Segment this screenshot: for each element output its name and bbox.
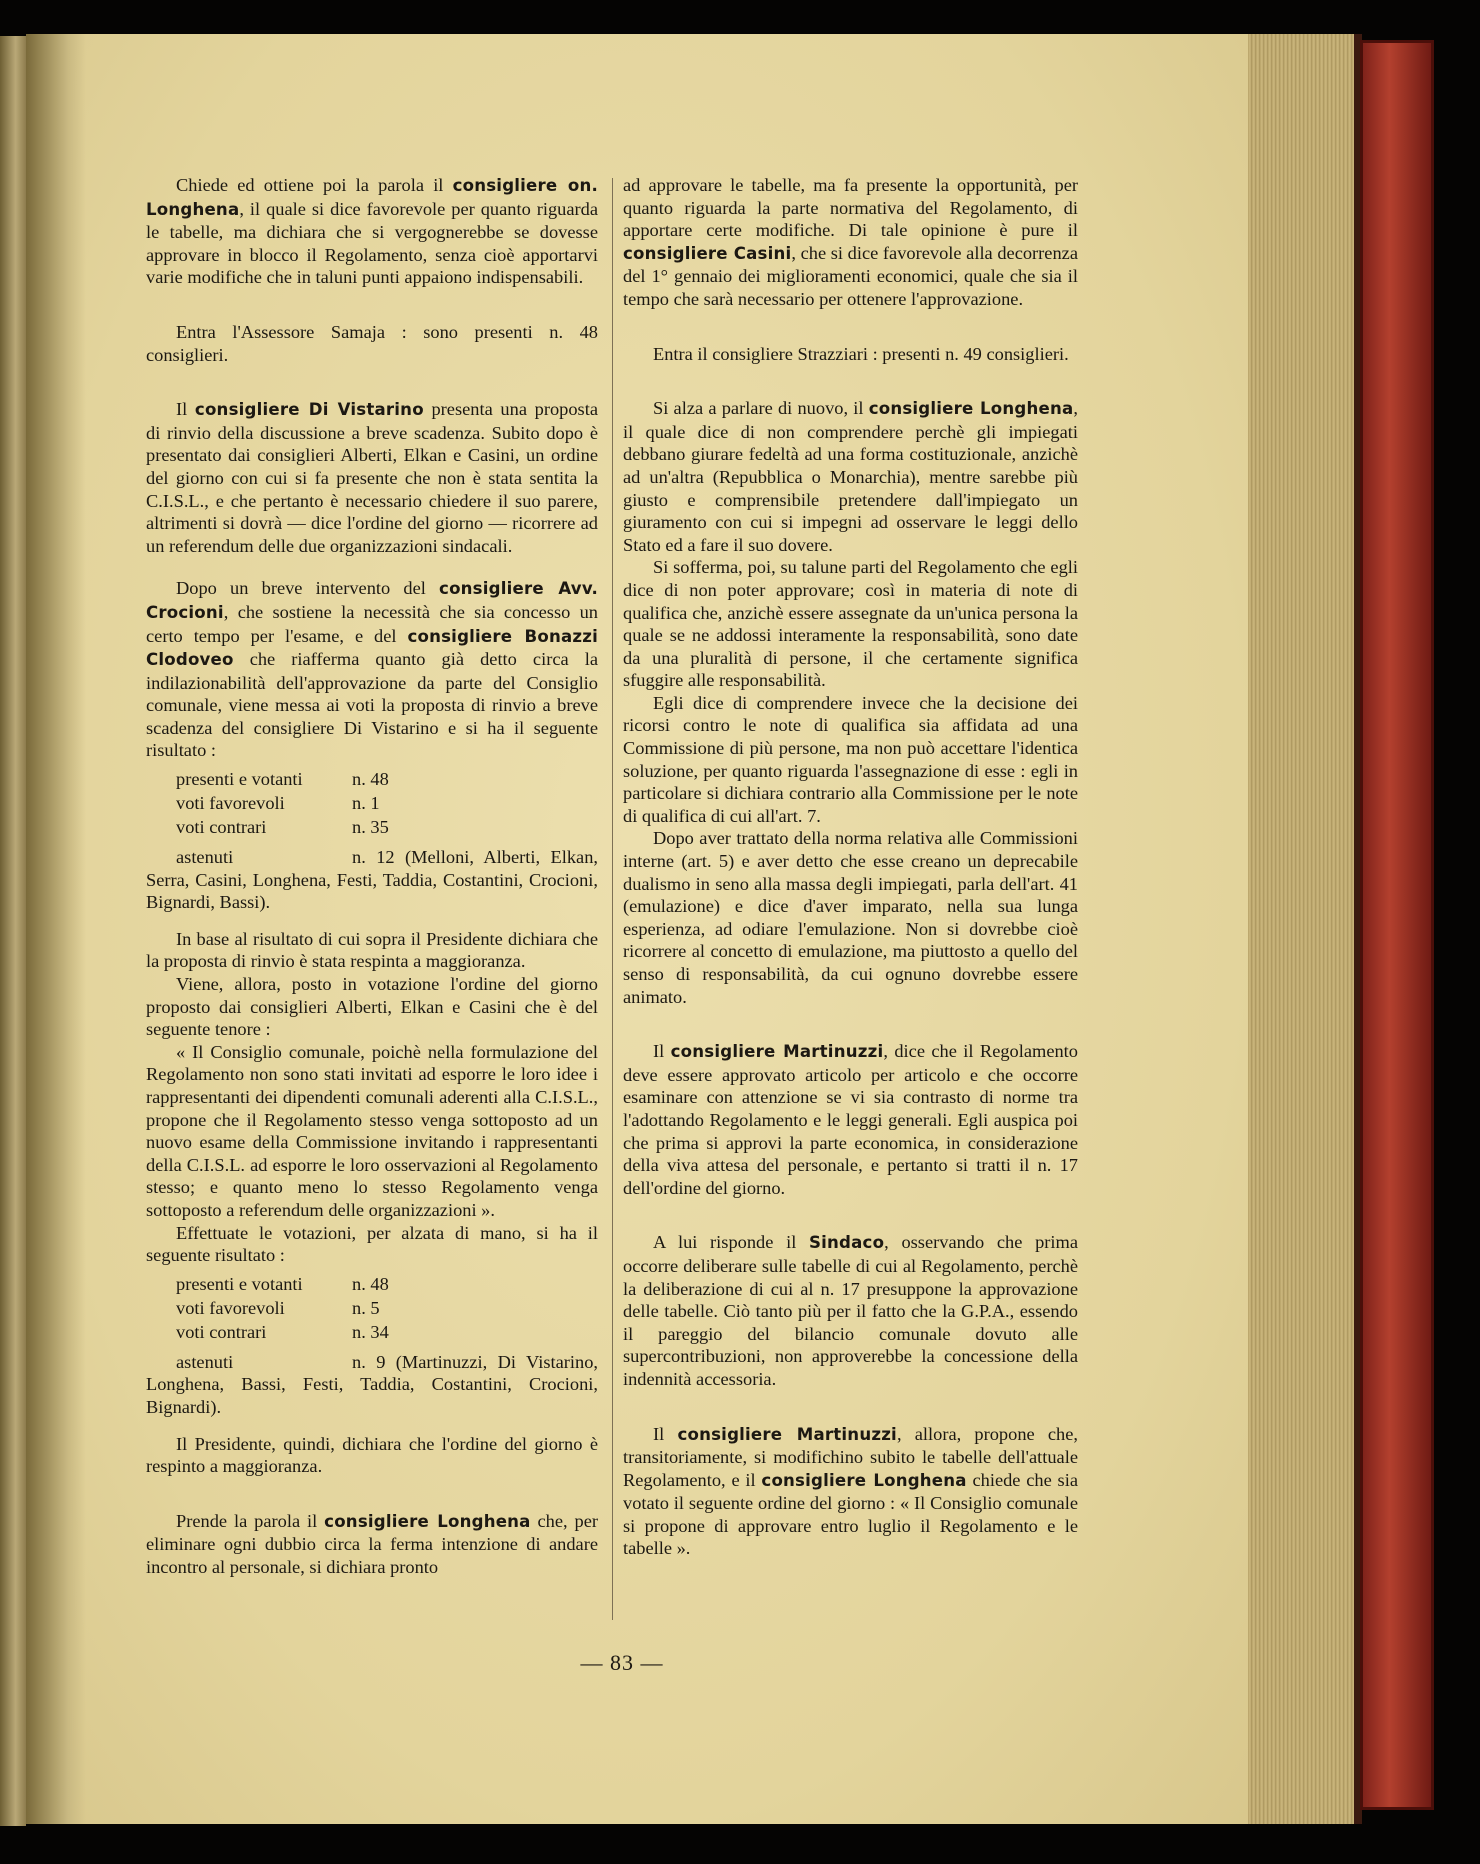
- left-column: [146, 174, 598, 1579]
- paragraph: Effettuate le votazioni, per alzata di mano, si ha il seguente risultato :: [146, 1222, 598, 1266]
- paragraph: Si sofferma, poi, su talune parti del Regolamento che egli dice di non poter approvare; così in materia di note di qualifica che, anzichè essere assegnate da un'unica persona la quale se ne addossi interamente la responsabilità, sono date da una pluralità di persone, il che certamente significa sfuggire alle responsabilità.: [623, 557, 1078, 691]
- paragraph: Il consigliere Martinuzzi, allora, propone che, transitoriamente, si modifichino subito le tabelle dell'attuale Regolamento, e il consigliere Longhena chiede che sia votato il seguente ordine del giorno : « Il Consiglio comunale si propone di approvare entro luglio il Regolamento e le tabelle ».: [623, 1423, 1079, 1559]
- paragraph: In base al risultato di cui sopra il Presidente dichiara che la proposta di rinvio è stata respinta a maggioranza.: [146, 928, 598, 972]
- paragraph: Egli dice di comprendere invece che la decisione dei ricorsi contro le note di qualifica sia affidata ad una Commissione di più persone, ma non può accettare l'identica soluzione, per quanto riguarda l'assegnazione di esse : egli in particolare si dichiara contrario alla Commissione per le note di qualifica di cui all'art. 7.: [623, 692, 1078, 826]
- page-stack-edge: [1248, 34, 1360, 1824]
- paragraph: A lui risponde il Sindaco, osservando che prima occorre deliberare sulle tabelle di cui al Regolamento, perchè la deliberazione di cui al n. 17 presuppone la approvazione delle tabelle. Ciò tanto più per il fatto che la G.P.A., essendo il pareggio del bilancio comunale dovuto alle supercontribuzioni, non approverebbe la concessione della indennità accessoria.: [623, 1232, 1078, 1389]
- vote-row-favor: voti favorevoli n. 5: [176, 1297, 380, 1318]
- vote-row-against: voti contrari n. 34: [176, 1321, 389, 1342]
- paragraph: ad approvare le tabelle, ma fa presente la opportunità, per quanto riguarda la parte normativa del Regolamento, di apportare certe modifiche. Di tale opinione è pure il consigliere Casini, che si dice favorevole alla decorrenza del 1° gennaio dei miglioramenti economici, quale che sia il tempo che sarà necessario per ottenere l'approvazione.: [623, 175, 1078, 309]
- paragraph: Il consigliere Martinuzzi, dice che il Regolamento deve essere approvato articolo per articolo e che occorre esaminare con attenzione se vi sia contrasto di norme tra l'adottando Regolamento e le leggi generali. Egli auspica poi che prima si approvi la parte economica, in considerazione della viva attesa del personale, e pertanto si tratti il n. 17 dell'ordine del giorno.: [623, 1041, 1078, 1198]
- right-column: [623, 174, 1078, 1560]
- vote-result-table: [176, 768, 598, 840]
- paragraph: Il Presidente, quindi, dichiara che l'ordine del giorno è respinto a maggioranza.: [146, 1433, 598, 1477]
- paragraph: Entra il consigliere Strazziari : presenti n. 49 consiglieri.: [653, 343, 1069, 364]
- vote-row-present: presenti e votanti n. 48: [176, 1273, 389, 1294]
- vote-result-table: [176, 1273, 598, 1345]
- paragraph: Chiede ed ottiene poi la parola il consigliere on. Longhena, il quale si dice favorevole per quanto riguarda le tabelle, ma dichiara che si vergognerebbe se dovesse approvare in blocco il Regolamento, senza cioè apportarvi varie modifiche che in taluni punti appaiono indispensabili.: [146, 175, 598, 288]
- paragraph: Il consigliere Di Vistarino presenta una proposta di rinvio della discussione a breve scadenza. Subito dopo è presentato dai consiglieri Alberti, Elkan e Casini, un ordine del giorno con cui si fa presente che non è stata sentita la C.I.S.L., e che pertanto è necessario chiedere il suo parere, altrimenti si dovrà — dice l'ordine del giorno — ricorrere ad un referendum delle due organizzazioni sindacali.: [146, 399, 598, 556]
- paragraph: Viene, allora, posto in votazione l'ordine del giorno proposto dai consiglieri Alberti, Elkan e Casini che è del seguente tenore :: [146, 974, 598, 1040]
- paragraph: Entra l'Assessore Samaja : sono presenti n. 48 consiglieri.: [146, 321, 598, 365]
- paragraph: Dopo aver trattato della norma relativa alle Commissioni interne (art. 5) e aver detto che esse creano un deprecabile dualismo in seno alla massa degli impiegati, parla dell'art. 41 (emulazione) e dice d'aver imparato, nella sua lunga esperienza, ad odiare l'emulazione. Non si dovrebbe cioè ricorrere al concetto di emulazione, ma piuttosto a quello del senso di responsabilità, da cui ognuno dovrebbe essere animato.: [623, 828, 1078, 1007]
- vote-row-abstain: astenuti n. 9 (Martinuzzi, Di Vistarino, Longhena, Bassi, Festi, Taddia, Costantini, Crocioni, Bignardi).: [146, 1351, 598, 1417]
- previous-page-edge: [0, 36, 26, 1826]
- quoted-order-of-day: « Il Consiglio comunale, poichè nella formulazione del Regolamento non sono stati invitati ad esporre le loro idee i rappresentanti dei dipendenti comunali aderenti alla C.I.S.L., propone che il Regolamento stesso venga sottoposto ad un nuovo esame della Commissione invitando i rappresentanti della C.I.S.L. ad esporre le loro osservazioni al Regolamento stesso; e quanto meno lo stesso Regolamento venga sottoposto a referendum delle organizzazioni ».: [146, 1041, 598, 1220]
- vote-row-favor: voti favorevoli n. 1: [176, 793, 380, 814]
- paragraph: Prende la parola il consigliere Longhena che, per eliminare ogni dubbio circa la ferma intenzione di andare incontro al personale, si dichiara pronto: [146, 1510, 599, 1577]
- marbled-cover: [1360, 40, 1434, 1810]
- vote-row-present: presenti e votanti n. 48: [176, 769, 389, 790]
- paragraph: Dopo un breve intervento del consigliere Avv. Crocioni, che sostiene la necessità che sia concesso un certo tempo per l'esame, e del consigliere Bonazzi Clodoveo che riafferma quanto già detto circa la indilazionabilità dell'approvazione da parte del Consiglio comunale, viene messa ai voti la proposta di rinvio a breve scadenza del consigliere Di Vistarino e si ha il seguente risultato :: [146, 578, 598, 761]
- page-number: — 83 —: [580, 1650, 664, 1675]
- column-divider: [612, 178, 613, 1620]
- page-gutter: [26, 34, 86, 1824]
- paragraph: Si alza a parlare di nuovo, il consigliere Longhena, il quale dice di non comprendere perchè gli impiegati debbano giurare fedeltà ad una forma costituzionale, anzichè ad un'altra (Repubblica o Monarchia), mentre sarebbe più giusto e comprensibile pretendere dall'impiegato un giuramento con cui si impegni ad osservare le leggi dello Stato ed a fare il suo dovere.: [623, 398, 1078, 555]
- vote-row-against: voti contrari n. 35: [176, 817, 389, 838]
- vote-row-abstain: astenuti n. 12 (Melloni, Alberti, Elkan, Serra, Casini, Longhena, Festi, Taddia, Costantini, Crocioni, Bignardi, Bassi).: [146, 847, 598, 913]
